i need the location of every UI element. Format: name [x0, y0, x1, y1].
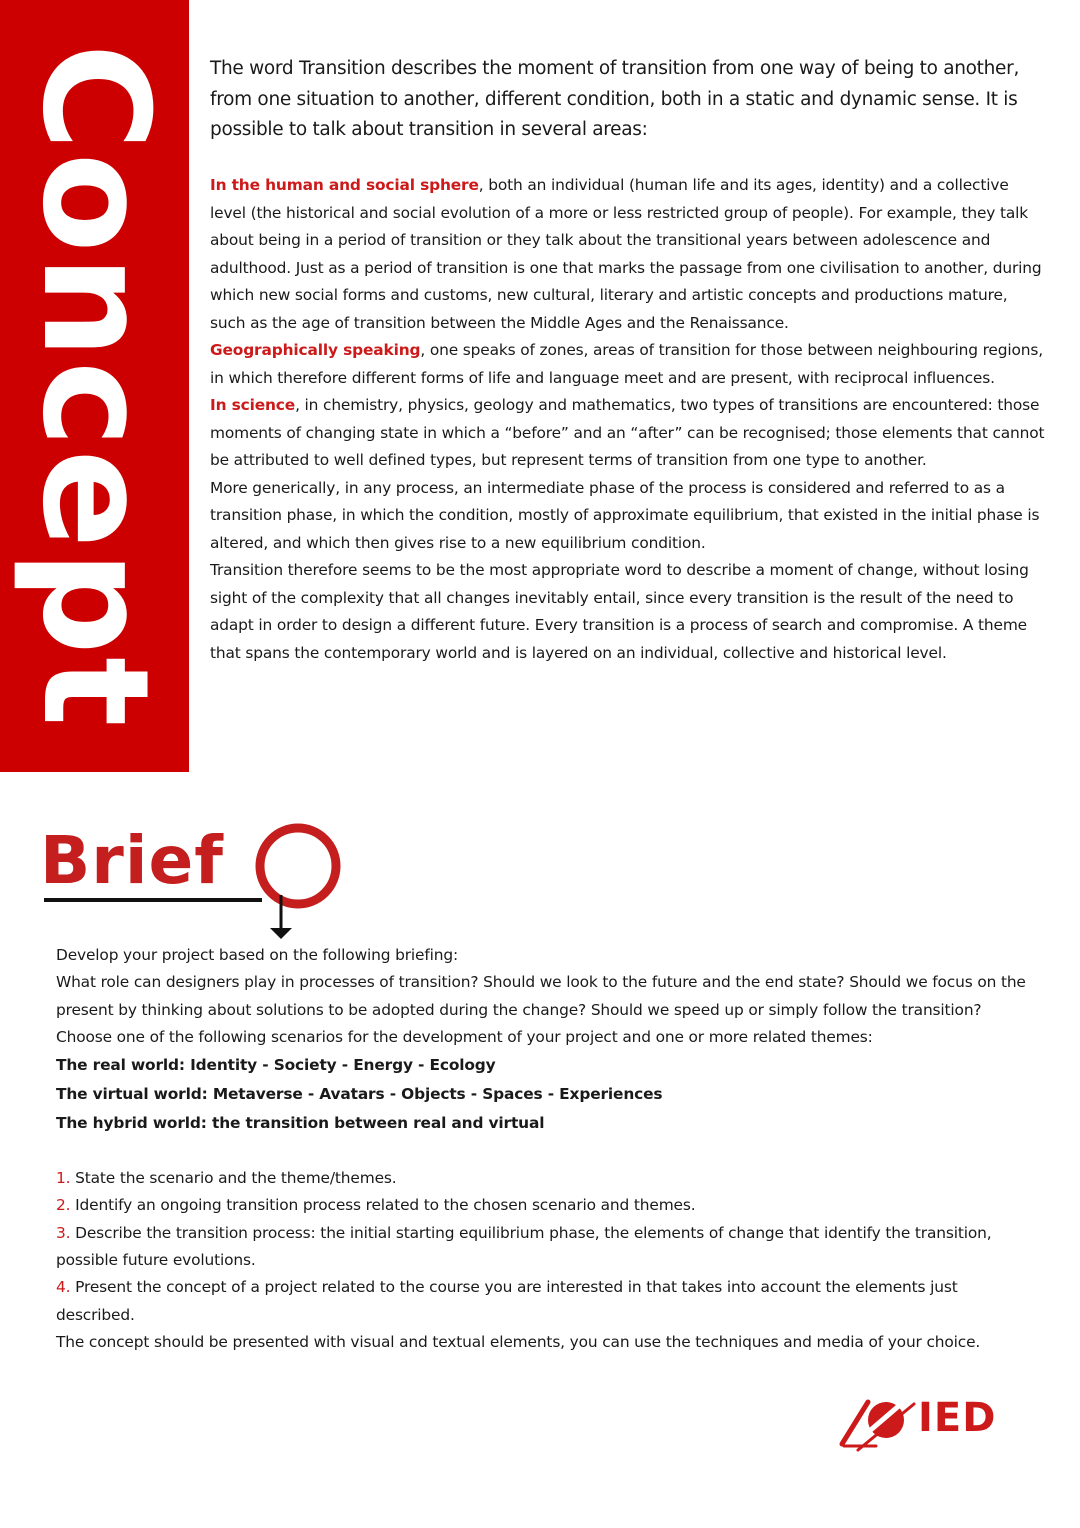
- text-geographic: , one speaks of zones, areas of transition for those between neighbouring regions, in which therefore different forms of life and language meet and are present, with reciprocal influences.: [210, 341, 1043, 387]
- brief-lead: Develop your project based on the following briefing:: [56, 946, 458, 964]
- step-4-number: 4.: [56, 1278, 71, 1297]
- step-1-text: State the scenario and the theme/themes.: [70, 1169, 397, 1188]
- highlight-geographic: Geographically speaking: [210, 341, 421, 359]
- brief-choose: Choose one of the following scenarios for the development of your project and one or more related themes:: [56, 1027, 873, 1046]
- brief-title: Brief: [40, 822, 224, 899]
- scenario-hybrid-world: The hybrid world: the transition between real and virtual: [56, 1114, 545, 1133]
- ied-logo-mark-icon: [838, 1392, 918, 1452]
- step-2-number: 2.: [56, 1196, 71, 1215]
- step-3-text: Describe the transition process: the initial starting equilibrium phase, the elements of change that identify the transition, possible future evolutions.: [56, 1223, 992, 1270]
- step-4: [56, 1274, 1041, 1329]
- step-1: [56, 1165, 1041, 1192]
- scenario-virtual-world: The virtual world: Metaverse - Avatars - Objects - Spaces - Experiences: [56, 1085, 663, 1104]
- text-human-social: , both an individual (human life and its ages, identity) and a collective level (the historical and social evolution of a more or less restricted group of people). For example, they talk about being in a period of transition or they talk about the transitional years between adolescence and adulthood. Just as a period of transition is one that marks the passage from one civilisation to another, during which new social forms and customs, new cultural, literary and artistic concepts and productions mature, such as the age of transition between the Middle Ages and the Renaissance.: [210, 176, 1042, 332]
- concept-paragraph-generic: More generically, in any process, an intermediate phase of the process is considered and referred to as a transition phase, in which the condition, mostly of approximate equilibrium, that existed in the initial phase is altered, and which then gives rise to a new equilibrium condition.: [210, 478, 1040, 552]
- brief-body: [56, 942, 1041, 1356]
- concept-title: Concept: [10, 43, 180, 729]
- brief-ring-icon: [260, 828, 336, 904]
- step-2: [56, 1192, 1041, 1219]
- step-2-text: Identify an ongoing transition process related to the chosen scenario and themes.: [70, 1196, 696, 1215]
- step-1-number: 1.: [56, 1169, 71, 1188]
- ied-logo: [838, 1392, 998, 1452]
- concept-intro: The word Transition describes the moment of transition from one way of being to another, from one situation to another, different condition, both in a static and dynamic sense. It is possible to talk about transition in several areas:: [210, 58, 1020, 140]
- step-4-text: Present the concept of a project related to the course you are interested in that takes into account the elements just described.: [56, 1278, 958, 1324]
- concept-paragraph-conclusion: Transition therefore seems to be the most appropriate word to describe a moment of change, without losing sight of the complexity that all changes inevitably entail, since every transition is the result of the need to adapt in order to design a different future. Every transition is a process of search and compromise. A theme that spans the contemporary world and is layered on an individual, collective and historical level.: [210, 561, 1029, 662]
- scenario-real-world: The real world: Identity - Society - Energy - Ecology: [56, 1056, 496, 1075]
- highlight-human-social: In the human and social sphere: [210, 176, 479, 194]
- step-3: [56, 1220, 1041, 1275]
- ied-logo-text: IED: [918, 1395, 997, 1441]
- brief-arrow-down-icon: [270, 928, 292, 939]
- brief-closing: The concept should be presented with visual and textual elements, you can use the techniques and media of your choice.: [56, 1332, 981, 1351]
- step-3-number: 3.: [56, 1223, 71, 1242]
- spacer: [56, 1138, 1041, 1165]
- text-science: , in chemistry, physics, geology and mathematics, two types of transitions are encountered: those moments of changing state in which a “before” and an “after” can be recognised; those elements that cannot be attributed to well defined types, but represent terms of transition from one type to another.: [210, 396, 1045, 469]
- highlight-science: In science: [210, 396, 296, 414]
- brief-questions: What role can designers play in processes of transition? Should we look to the future and the end state? Should we focus on the present by thinking about solutions to be adopted during the change? Should we speed up or simply follow the transition?: [56, 973, 1026, 1019]
